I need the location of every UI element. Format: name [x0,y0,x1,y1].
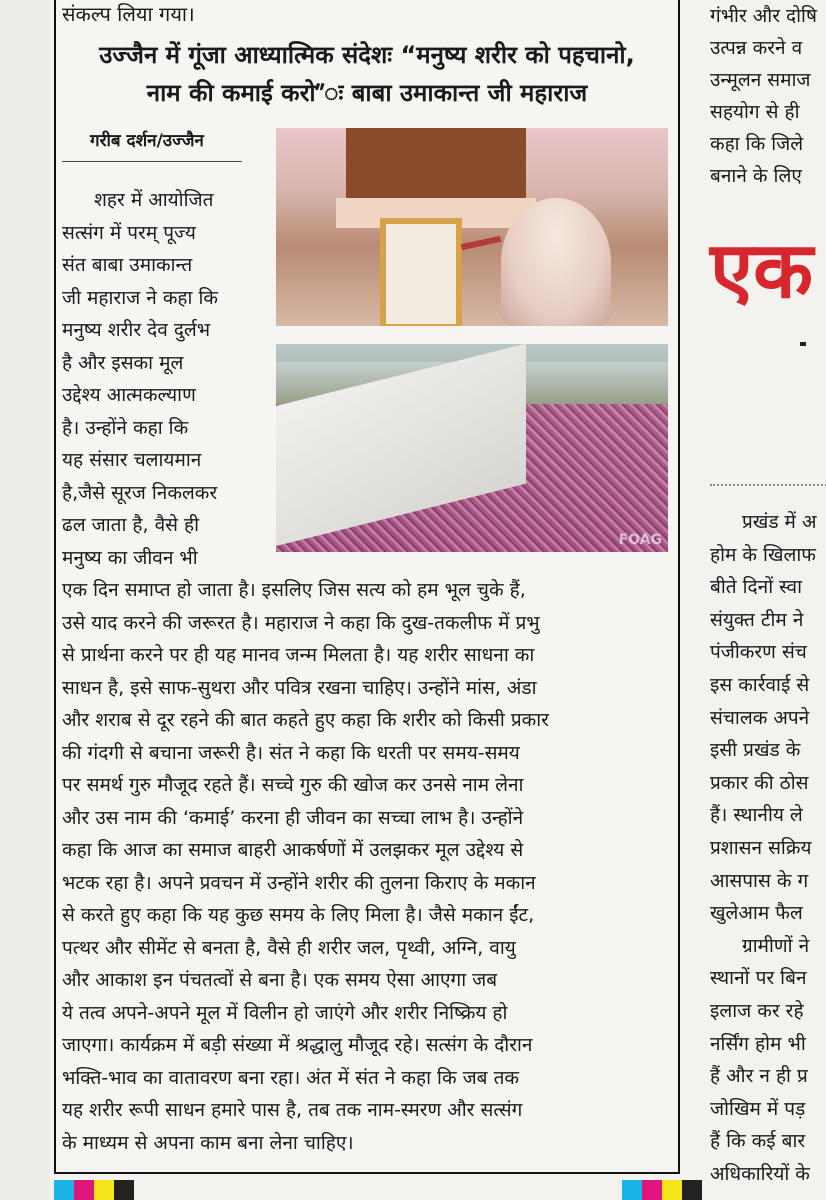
body-line: मनुष्य का जीवन भी [62,546,198,569]
adjacent-line: स्थानों पर बिन [710,967,807,990]
article-headline [62,36,672,112]
body-line: है और इसका मूल [62,351,184,374]
adjacent-line: कहा कि जिले [710,133,804,155]
photo-watermark: FOAG [618,532,662,548]
adjacent-text-top [710,0,817,192]
adjacent-line: जोखिम में पड़ [710,1097,806,1120]
body-line: जाएगा। कार्यक्रम में बड़ी संख्या में श्रद्धालु मौजूद रहे। सत्संग के दौरान [62,1034,533,1056]
adjacent-line: प्रखंड में अ [742,511,817,533]
body-line: और आकाश इन पंचतत्वों से बना है। एक समय ऐसा आएगा जब [62,969,498,991]
adjacent-line: इलाज कर रहे [710,999,804,1022]
black-swatch [682,1180,702,1200]
adjacent-text-lower [710,506,816,1190]
body-line: सत्संग में परम् पूज्य [62,221,196,244]
headline-line-2: नाम की कमाई करो”ः बाबा उमाकान्त जी महाराज [146,79,588,107]
adjacent-line: बीते दिनों स्वा [710,576,803,599]
body-line: और शराब से दूर रहने की बात कहते हुए कहा कि शरीर को किसी प्रकार [62,709,549,731]
adjacent-line: उन्मूलन समाज [710,69,811,91]
adjacent-line: गंभीर और दोषि [710,5,817,27]
byline: गरीब दर्शन/उज्जैन [90,131,204,151]
registration-marks-left [54,1180,134,1200]
adjacent-line: संचालक अपने [710,706,810,729]
left-margin [0,0,50,1200]
adjacent-line: उत्पन्न करने व [710,37,803,59]
body-line: मनुष्य शरीर देव दुर्लभ [62,319,211,341]
cyan-swatch [622,1180,642,1200]
body-line: पर समर्थ गुरु मौजूद रहते हैं। सच्चे गुरु की खोज कर उनसे नाम लेना [62,774,524,796]
body-line: की गंदगी से बचाना जरूरी है। संत ने कहा कि धरती पर समय-समय [62,741,520,764]
body-line: ढल जाता है, वैसे ही [62,514,200,536]
portrait-frame [380,218,462,326]
body-line: है। उन्होंने कहा कि [62,416,189,439]
byline-rule [62,161,242,162]
body-line: उसे याद करने की जरूरत है। महाराज ने कहा कि दुख-तकलीफ में प्रभु [62,611,540,634]
adjacent-column [680,0,826,1200]
body-line: यह शरीर रूपी साधन हमारे पास है, तब तक नाम-स्मरण और सत्संग [62,1099,523,1121]
body-line: कहा कि आज का समाज बाहरी आकर्षणों में उलझकर मूल उद्देश्य से [62,839,524,861]
adjacent-line: आसपास के ग [710,869,809,892]
magenta-swatch [74,1180,94,1200]
body-line: शहर में आयोजित [94,189,214,211]
yellow-swatch [662,1180,682,1200]
adjacent-line: हैं कि कई बार [710,1130,806,1153]
body-line: भटक रहा है। अपने प्रवचन में उन्होंने शरीर की तुलना किराए के मकान [62,871,536,894]
body-line: के माध्यम से अपना काम बना लेना चाहिए। [62,1131,354,1154]
adjacent-line: संयुक्त टीम ने [710,608,804,631]
adjacent-line: अधिकारियों के [710,1162,810,1185]
registration-marks-right [622,1180,702,1200]
adjacent-line: हैं और न ही प्र [710,1065,808,1088]
adjacent-line: प्रकार की ठोस [710,771,809,794]
adjacent-line: नर्सिंग होम भी [710,1032,806,1055]
body-line: भक्ति-भाव का वातावरण बना रहा। अंत में संत ने कहा कि जब तक [62,1066,519,1089]
body-line: पत्थर और सीमेंट से बनता है, वैसे ही शरीर जल, पृथ्वी, अग्नि, वायु [62,936,516,959]
article-body-wide [62,574,670,1159]
adjacent-line: इस कार्रवाई से [710,673,810,696]
body-line: है,जैसे सूरज निकलकर [62,481,218,504]
body-line: साधन है, इसे साफ-सुथरा और पवित्र रखना चाहिए। उन्होंने मांस, अंडा [62,676,537,699]
headline-mark [800,342,806,346]
adjacent-line: हैं। स्थानीय ले [710,804,803,827]
adjacent-line: प्रशासन सक्रिय [710,836,812,859]
body-line: जी महाराज ने कहा कि [62,286,218,309]
body-line: से करते हुए कहा कि यह कुछ समय के लिए मिला है। जैसे मकान ईंट, [62,904,535,926]
adjacent-line: बनाने के लिए [710,165,802,187]
adjacent-line: पंजीकरण संच [710,641,807,664]
article-body-narrow [62,184,262,574]
body-line: यह संसार चलायमान [62,449,202,471]
headline-line-1: उज्जैन में गूंजा आध्यात्मिक संदेशः “मनुष्य शरीर को पहचानो, [99,41,635,69]
adjacent-line: होम के खिलाफ [710,543,816,566]
yellow-swatch [94,1180,114,1200]
dotted-rule [710,484,826,486]
adjacent-line: इसी प्रखंड के [710,739,801,762]
previous-article-tail: संकल्प लिया गया। [62,2,195,26]
adjacent-line: ग्रामीणों ने [742,934,810,957]
body-line: ये तत्व अपने-अपने मूल में विलीन हो जाएंगे और शरीर निष्क्रिय हो [62,1001,508,1024]
body-line: और उस नाम की ‘कमाई’ करना ही जीवन का सच्चा लाभ है। उन्होंने [62,806,524,829]
saint-figure [501,198,611,326]
adjacent-headline: एक [710,226,814,316]
photo-crowd-aerial [276,344,668,552]
microphone [461,236,501,250]
photo-saint-on-stage [276,128,668,326]
body-line: एक दिन समाप्त हो जाता है। इसलिए जिस सत्य को हम भूल चुके हैं, [62,579,526,601]
cyan-swatch [54,1180,74,1200]
body-line: उद्देश्य आत्मकल्याण [62,384,196,406]
body-line: संत बाबा उमाकान्त [62,254,193,276]
magenta-swatch [642,1180,662,1200]
adjacent-line: सहयोग से ही [710,101,800,123]
body-line: से प्रार्थना करने पर ही यह मानव जन्म मिलता है। यह शरीर साधना का [62,644,535,666]
adjacent-line: खुलेआम फैल [710,902,803,925]
black-swatch [114,1180,134,1200]
